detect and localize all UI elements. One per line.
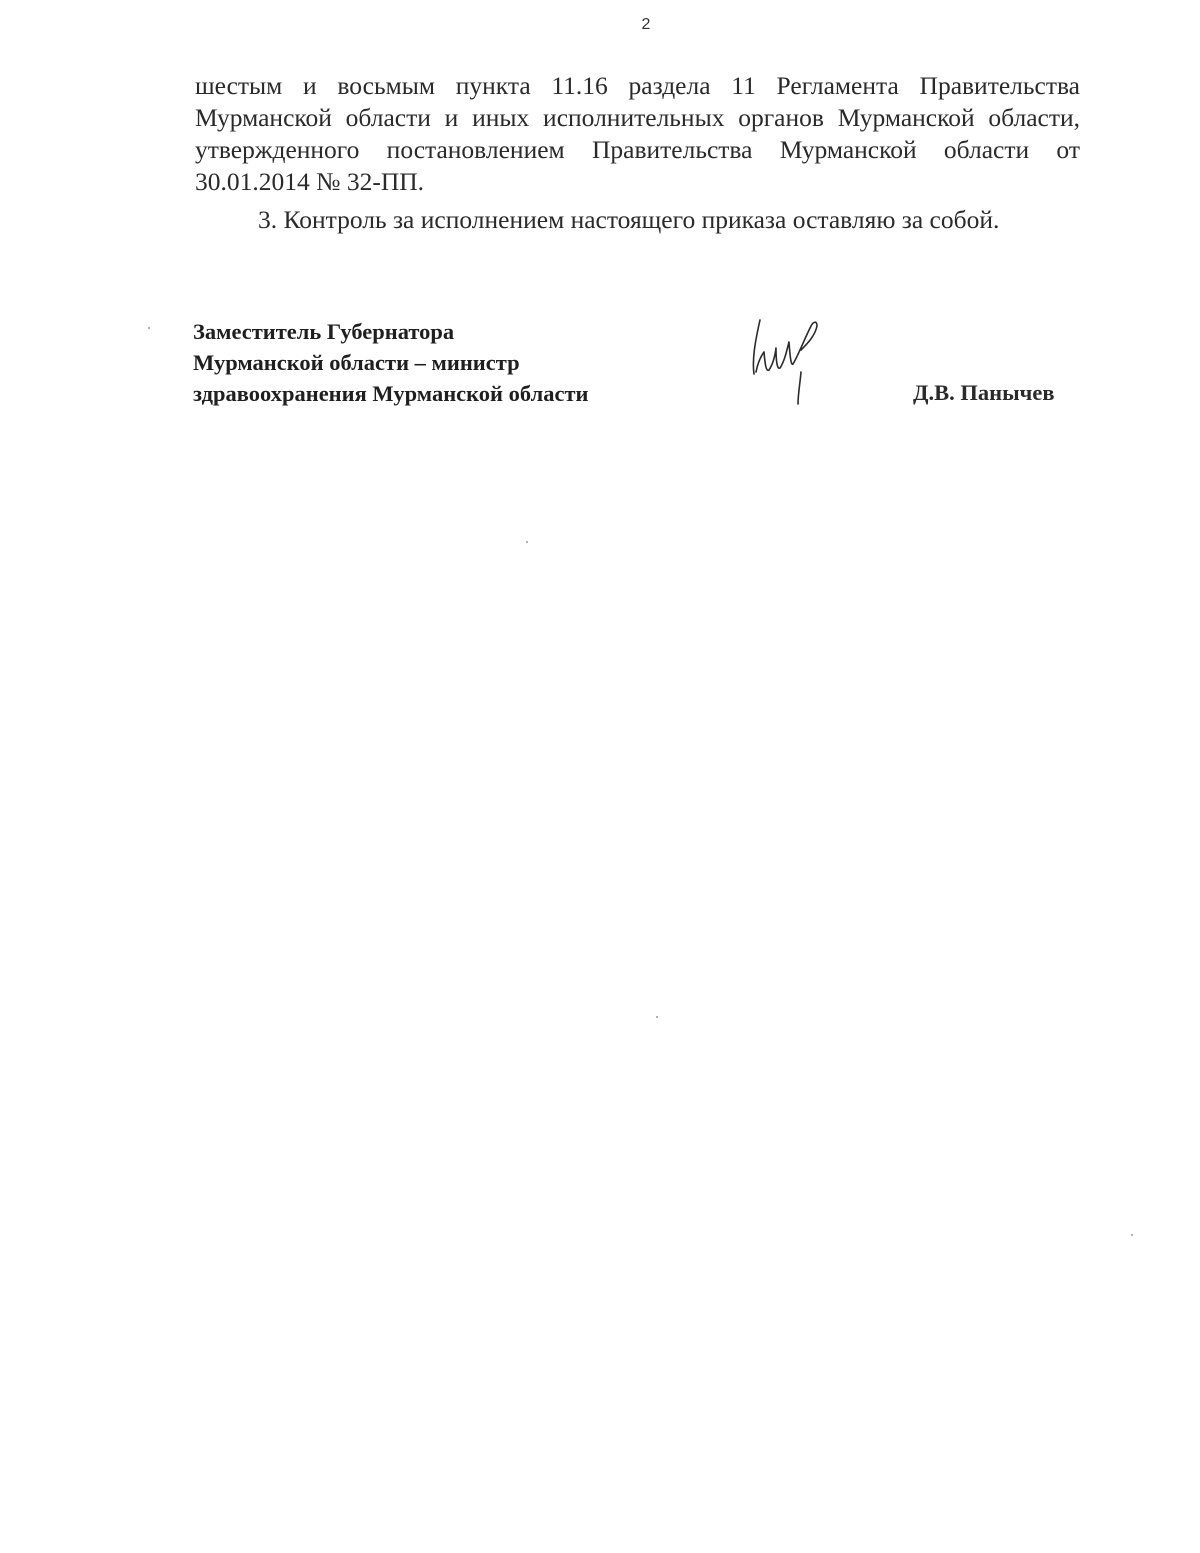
signatory-title-line: Мурманской области – министр — [193, 350, 520, 375]
paragraph-continuation: шестым и восьмым пункта 11.16 раздела 11 Регламента Правительства Мурманской области и иных исполнительных органов Мурманской области, утвержденного постановлением Правительства Мурманской области от 30.01.2014 № 32-ПП. — [195, 71, 1080, 196]
signatory-title-line: здравоохранения Мурманской области — [193, 381, 589, 406]
signatory-title-line: Заместитель Губернатора — [193, 319, 455, 344]
scan-artifact — [526, 541, 528, 543]
signatory-title — [193, 316, 588, 409]
scan-artifact — [1131, 1234, 1133, 1236]
scan-artifact — [148, 327, 150, 329]
signature-stroke — [753, 320, 817, 404]
document-body — [195, 70, 1080, 236]
handwritten-signature — [745, 312, 835, 412]
page-number: 2 — [641, 16, 651, 33]
signer-name: Д.В. Панычев — [913, 380, 1055, 405]
scan-artifact — [656, 1016, 658, 1018]
paragraph-item-3: 3. Контроль за исполнением настоящего приказа оставляю за собой. — [258, 205, 1000, 234]
